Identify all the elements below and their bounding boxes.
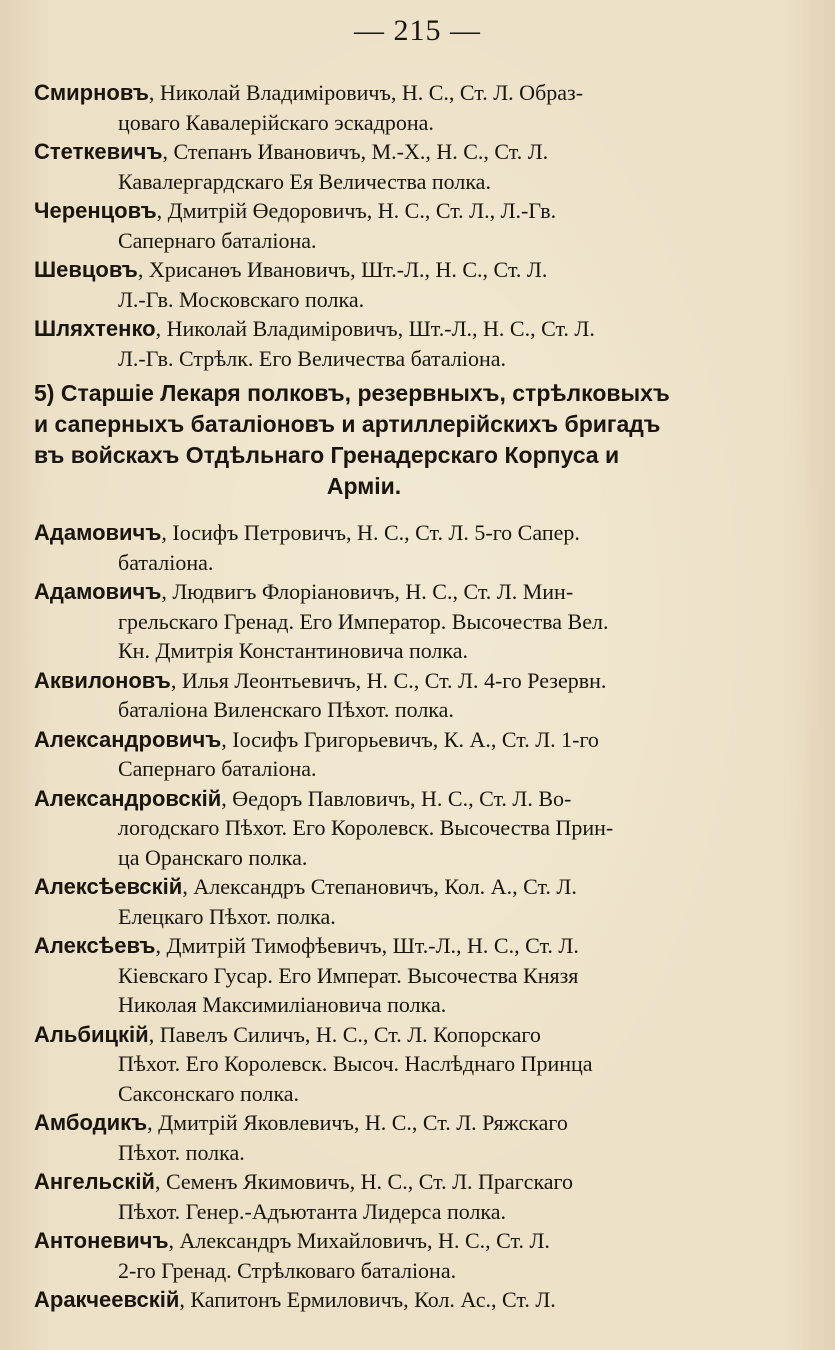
- entry-surname: Аквилоновъ: [34, 667, 171, 693]
- entry-surname: Шляхтенко: [34, 316, 156, 341]
- section-heading-line: Арміи.: [326, 473, 402, 499]
- entry-details: , Дмитрій Өедоровичъ, Н. С., Ст. Л., Л.-Гв.: [156, 198, 557, 223]
- directory-entry: [34, 137, 794, 196]
- entry-details: , Капитонъ Ермиловичъ, Кол. Ас., Ст. Л.: [179, 1287, 556, 1312]
- entries-list-bottom: [34, 518, 794, 1315]
- entry-continuation-line: Сапернаго баталіона.: [118, 756, 317, 781]
- entry-surname: Амбодикъ: [34, 1110, 148, 1135]
- entry-continuation-line: Кавалергардскаго Ея Величества полка.: [118, 168, 491, 194]
- entry-surname: Аракчеевскій: [34, 1287, 180, 1312]
- entry-details: , Дмитрій Яковлевичъ, Н. С., Ст. Л. Ряжскаго: [147, 1110, 568, 1135]
- entry-first-line: [34, 931, 794, 961]
- entry-continuation-line: Сапернаго баталіона.: [118, 227, 317, 253]
- entry-surname: Адамовичъ: [34, 520, 162, 545]
- entry-first-line: [34, 255, 794, 285]
- entry-continuation-line: Кн. Дмитрія Константиновича полка.: [118, 638, 469, 663]
- page-number: — 215 —: [354, 14, 481, 47]
- entry-first-line: [34, 196, 794, 226]
- entry-first-line: [34, 78, 794, 108]
- section-heading: [34, 378, 794, 502]
- entry-first-line: [34, 725, 794, 755]
- entry-surname: Смирновъ: [34, 80, 149, 105]
- entry-first-line: [34, 1226, 794, 1256]
- entry-details: , Семенъ Якимовичъ, Н. С., Ст. Л. Прагскаго: [154, 1169, 574, 1194]
- directory-entry: [34, 872, 794, 931]
- entry-continuation-line: Пѣхот. Генер.-Адъютанта Лидерса полка.: [118, 1198, 507, 1224]
- directory-entry: [34, 725, 794, 784]
- entry-details: , Хрисанөъ Ивановичъ, Шт.-Л., Н. С., Ст. Л.: [137, 257, 548, 282]
- entry-surname: Александровичъ: [34, 726, 222, 752]
- entry-surname: Алексѣевъ: [34, 933, 156, 958]
- entry-continuation-line: баталіона Виленскаго Пѣхот. полка.: [118, 697, 454, 722]
- entry-surname: Стеткевичъ: [34, 139, 163, 164]
- entry-details: , Илья Леонтьевичъ, Н. С., Ст. Л. 4-го Резервн.: [170, 667, 607, 693]
- entry-first-line: [34, 784, 794, 814]
- directory-entry: [34, 931, 794, 1020]
- directory-entry: [34, 78, 794, 137]
- entry-details: , Людвигъ Флоріановичъ, Н. С., Ст. Л. Мин-: [161, 579, 574, 604]
- entry-first-line: [34, 518, 794, 548]
- entry-details: , Александръ Михайловичъ, Н. С., Ст. Л.: [168, 1228, 550, 1253]
- entry-continuation-line: грельскаго Гренад. Его Император. Высочества Вел.: [118, 608, 609, 634]
- entry-surname: Черенцовъ: [34, 198, 157, 223]
- entry-details: , Николай Владиміровичъ, Н. С., Ст. Л. Образ-: [148, 80, 584, 105]
- entry-surname: Алексѣевскій: [34, 874, 183, 899]
- entry-details: , Павелъ Силичъ, Н. С., Ст. Л. Копорскаго: [148, 1021, 541, 1047]
- directory-entry: [34, 1108, 794, 1167]
- directory-entry: [34, 1020, 794, 1109]
- entry-continuation-line: Саксонскаго полка.: [118, 1080, 300, 1106]
- entry-first-line: [34, 872, 794, 902]
- entry-continuation-line: Пѣхот. Его Королевск. Высоч. Наслѣднаго Принца: [118, 1051, 593, 1076]
- entry-first-line: [34, 314, 794, 344]
- entry-continuation-line: Николая Максимиліановича полка.: [118, 992, 447, 1017]
- entry-continuation-line: Кіевскаго Гусар. Его Императ. Высочества Князя: [118, 962, 579, 988]
- entry-details: , Іосифъ Петровичъ, Н. С., Ст. Л. 5-го Сапер.: [161, 520, 580, 545]
- directory-entry: [34, 577, 794, 666]
- entry-surname: Альбицкій: [34, 1021, 149, 1047]
- entry-details: , Степанъ Ивановичъ, М.-Х., Н. С., Ст. Л.: [162, 139, 549, 164]
- entry-continuation-line: баталіона.: [118, 549, 214, 575]
- entry-surname: Александровскій: [34, 785, 222, 811]
- entry-continuation-line: Л.-Гв. Стрѣлк. Его Величества баталіона.: [118, 345, 506, 371]
- directory-entry: [34, 518, 794, 577]
- directory-entry: [34, 1285, 794, 1315]
- directory-entry: [34, 666, 794, 725]
- entry-details: , Николай Владиміровичъ, Шт.-Л., Н. С., Ст. Л.: [155, 316, 595, 341]
- entry-first-line: [34, 1108, 794, 1138]
- section-heading-line: и саперныхъ баталіоновъ и артиллерійскихъ бригадъ: [34, 411, 661, 437]
- entry-details: , Өедоръ Павловичъ, Н. С., Ст. Л. Во-: [221, 785, 572, 811]
- directory-entry: [34, 784, 794, 873]
- section-heading-line: 5) Старшіе Лекаря полковъ, резервныхъ, стрѣлковыхъ: [34, 380, 670, 406]
- entry-details: , Александръ Степановичъ, Кол. А., Ст. Л.: [182, 874, 577, 899]
- entry-first-line: [34, 1285, 794, 1315]
- entry-first-line: [34, 577, 794, 607]
- entry-continuation-line: 2-го Гренад. Стрѣлковаго баталіона.: [118, 1257, 457, 1283]
- entry-continuation-line: логодскаго Пѣхот. Его Королевск. Высочества Прин-: [118, 815, 614, 840]
- entry-surname: Шевцовъ: [34, 257, 138, 282]
- entry-first-line: [34, 1020, 794, 1050]
- directory-entry: [34, 196, 794, 255]
- entry-continuation-line: Елецкаго Пѣхот. полка.: [118, 903, 336, 929]
- entry-continuation-line: ца Оранскаго полка.: [118, 844, 308, 870]
- entry-continuation-line: Л.-Гв. Московскаго полка.: [118, 286, 365, 312]
- entry-first-line: [34, 666, 794, 696]
- directory-entry: [34, 255, 794, 314]
- entry-surname: Адамовичъ: [34, 579, 162, 604]
- entry-first-line: [34, 1167, 794, 1197]
- entry-details: , Дмитрій Тимофѣевичъ, Шт.-Л., Н. С., Ст. Л.: [155, 933, 579, 958]
- entry-continuation-line: цоваго Кавалерійскаго эскадрона.: [118, 109, 434, 135]
- entry-surname: Ангельскій: [34, 1169, 155, 1194]
- directory-entry: [34, 314, 794, 373]
- entry-continuation-line: Пѣхот. полка.: [118, 1139, 245, 1165]
- directory-entry: [34, 1226, 794, 1285]
- entry-details: , Іосифъ Григорьевичъ, К. А., Ст. Л. 1-го: [221, 726, 599, 752]
- entries-list-top: [34, 78, 794, 373]
- entry-first-line: [34, 137, 794, 167]
- directory-entry: [34, 1167, 794, 1226]
- entry-surname: Антоневичъ: [34, 1228, 169, 1253]
- section-heading-line: въ войскахъ Отдѣльнаго Гренадерскаго Корпуса и: [34, 442, 620, 468]
